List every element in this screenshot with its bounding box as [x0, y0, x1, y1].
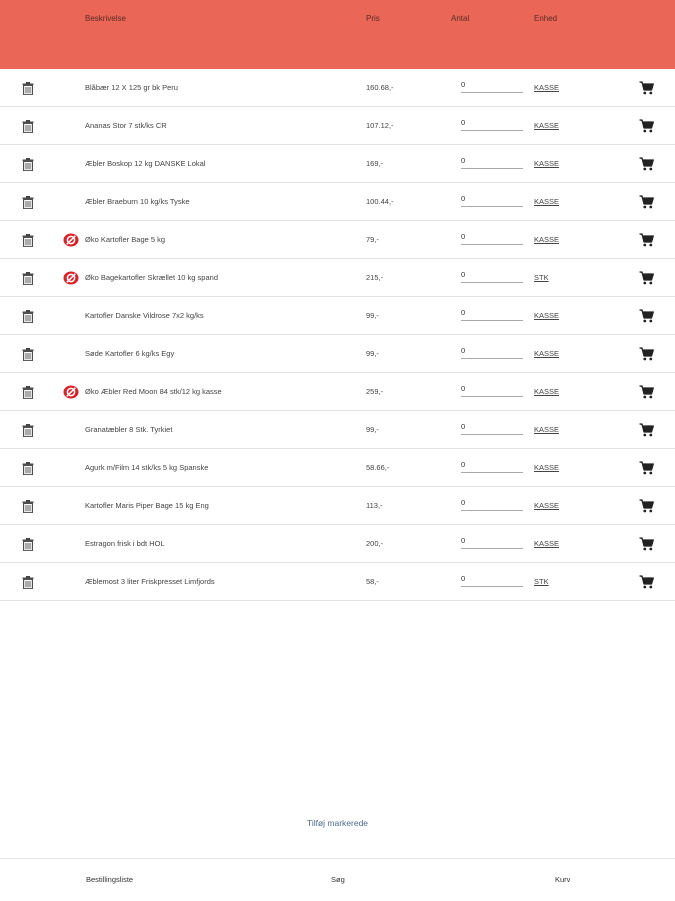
unit-selector[interactable]: KASSE [534, 159, 560, 168]
product-price: 99,- [366, 311, 379, 320]
product-description: Æbler Braeburn 10 kg/ks Tyske [85, 197, 190, 206]
add-to-cart-icon[interactable] [639, 575, 654, 589]
product-description: Estragon frisk i bdt HOL [85, 539, 165, 548]
table-row [0, 449, 675, 487]
trash-icon[interactable] [22, 538, 34, 551]
trash-icon[interactable] [22, 462, 34, 475]
table-row [0, 183, 675, 221]
organic-label-icon [63, 271, 79, 285]
trash-icon[interactable] [22, 120, 34, 133]
quantity-input[interactable] [461, 342, 523, 359]
add-to-cart-icon[interactable] [639, 537, 654, 551]
unit-selector[interactable]: KASSE [534, 387, 560, 396]
add-to-cart-icon[interactable] [639, 271, 654, 285]
unit-selector[interactable]: STK [534, 273, 549, 282]
product-description: Kartofler Maris Piper Bage 15 kg Eng [85, 501, 209, 510]
product-description: Søde Kartofler 6 kg/ks Egy [85, 349, 175, 358]
trash-icon[interactable] [22, 500, 34, 513]
unit-selector[interactable]: KASSE [534, 501, 560, 510]
column-header-description: Beskrivelse [85, 14, 126, 23]
product-description: Agurk m/Film 14 stk/ks 5 kg Spanske [85, 463, 209, 472]
add-to-cart-icon[interactable] [639, 81, 654, 95]
column-header-price: Pris [366, 14, 380, 23]
add-to-cart-icon[interactable] [639, 119, 654, 133]
table-row [0, 373, 675, 411]
add-to-cart-icon[interactable] [639, 157, 654, 171]
product-price: 58,- [366, 577, 379, 586]
add-to-cart-icon[interactable] [639, 499, 654, 513]
product-price: 113,- [366, 501, 383, 510]
product-description: Ananas Stor 7 stk/ks CR [85, 121, 167, 130]
product-price: 100.44,- [366, 197, 394, 206]
product-description: Kartofler Danske Vildrose 7x2 kg/ks [85, 311, 204, 320]
unit-selector[interactable]: KASSE [534, 197, 560, 206]
quantity-input[interactable] [461, 190, 523, 207]
product-price: 58.66,- [366, 463, 390, 472]
unit-selector[interactable]: KASSE [534, 349, 560, 358]
organic-label-icon [63, 233, 79, 247]
table-row [0, 69, 675, 107]
quantity-input[interactable] [461, 266, 523, 283]
product-price: 160.68,- [366, 83, 394, 92]
quantity-input[interactable] [461, 152, 523, 169]
product-price: 99,- [366, 349, 379, 358]
unit-selector[interactable]: KASSE [534, 121, 560, 130]
tab-bar [0, 858, 675, 901]
table-row [0, 107, 675, 145]
table-header [0, 0, 675, 69]
quantity-input[interactable] [461, 494, 523, 511]
trash-icon[interactable] [22, 348, 34, 361]
trash-icon[interactable] [22, 196, 34, 209]
product-description: Æbler Boskop 12 kg DANSKE Lokal [85, 159, 206, 168]
unit-selector[interactable]: KASSE [534, 463, 560, 472]
product-description: Øko Kartofler Bage 5 kg [85, 235, 166, 244]
quantity-input[interactable] [461, 380, 523, 397]
product-description: Æblemost 3 liter Friskpresset Limfjords [85, 577, 215, 586]
trash-icon[interactable] [22, 234, 34, 247]
product-description: Blåbær 12 X 125 gr bk Peru [85, 83, 178, 92]
organic-label-icon [63, 385, 79, 399]
table-row [0, 259, 675, 297]
product-price: 107.12,- [366, 121, 394, 130]
product-description: Granatæbler 8 Stk. Tyrkiet [85, 425, 173, 434]
table-row [0, 487, 675, 525]
column-header-quantity: Antal [451, 14, 470, 23]
quantity-input[interactable] [461, 76, 523, 93]
product-price: 99,- [366, 425, 379, 434]
add-to-cart-icon[interactable] [639, 347, 654, 361]
add-to-cart-icon[interactable] [639, 385, 654, 399]
table-row [0, 221, 675, 259]
product-price: 169,- [366, 159, 384, 168]
table-row [0, 335, 675, 373]
trash-icon[interactable] [22, 310, 34, 323]
quantity-input[interactable] [461, 114, 523, 131]
table-row [0, 525, 675, 563]
trash-icon[interactable] [22, 576, 34, 589]
quantity-input[interactable] [461, 228, 523, 245]
unit-selector[interactable]: STK [534, 577, 549, 586]
quantity-input[interactable] [461, 418, 523, 435]
unit-selector[interactable]: KASSE [534, 235, 560, 244]
add-to-cart-icon[interactable] [639, 233, 654, 247]
add-to-cart-icon[interactable] [639, 423, 654, 437]
quantity-input[interactable] [461, 456, 523, 473]
quantity-input[interactable] [461, 570, 523, 587]
add-to-cart-icon[interactable] [639, 309, 654, 323]
trash-icon[interactable] [22, 386, 34, 399]
tab-order-list[interactable]: Bestillingsliste [86, 875, 134, 884]
product-list [0, 69, 675, 601]
add-to-cart-icon[interactable] [639, 195, 654, 209]
table-row [0, 145, 675, 183]
trash-icon[interactable] [22, 272, 34, 285]
table-row [0, 563, 675, 601]
product-price: 200,- [366, 539, 384, 548]
tab-cart[interactable]: Kurv [555, 875, 571, 884]
product-price: 79,- [366, 235, 379, 244]
add-selected-button[interactable]: Tilføj markerede [306, 818, 369, 828]
trash-icon[interactable] [22, 158, 34, 171]
unit-selector[interactable]: KASSE [534, 83, 560, 92]
add-to-cart-icon[interactable] [639, 461, 654, 475]
unit-selector[interactable]: KASSE [534, 539, 560, 548]
column-header-unit: Enhed [534, 14, 558, 23]
tab-search[interactable]: Søg [331, 875, 345, 884]
unit-selector[interactable]: KASSE [534, 425, 560, 434]
product-price: 259,- [366, 387, 384, 396]
product-description: Øko Bagekartofler Skrællet 10 kg spand [85, 273, 218, 282]
quantity-input[interactable] [461, 304, 523, 321]
table-row [0, 297, 675, 335]
unit-selector[interactable]: KASSE [534, 311, 560, 320]
table-row [0, 411, 675, 449]
trash-icon[interactable] [22, 424, 34, 437]
product-price: 215,- [366, 273, 384, 282]
trash-icon[interactable] [22, 82, 34, 95]
quantity-input[interactable] [461, 532, 523, 549]
product-description: Øko Æbler Red Moon 84 stk/12 kg kasse [85, 387, 222, 396]
